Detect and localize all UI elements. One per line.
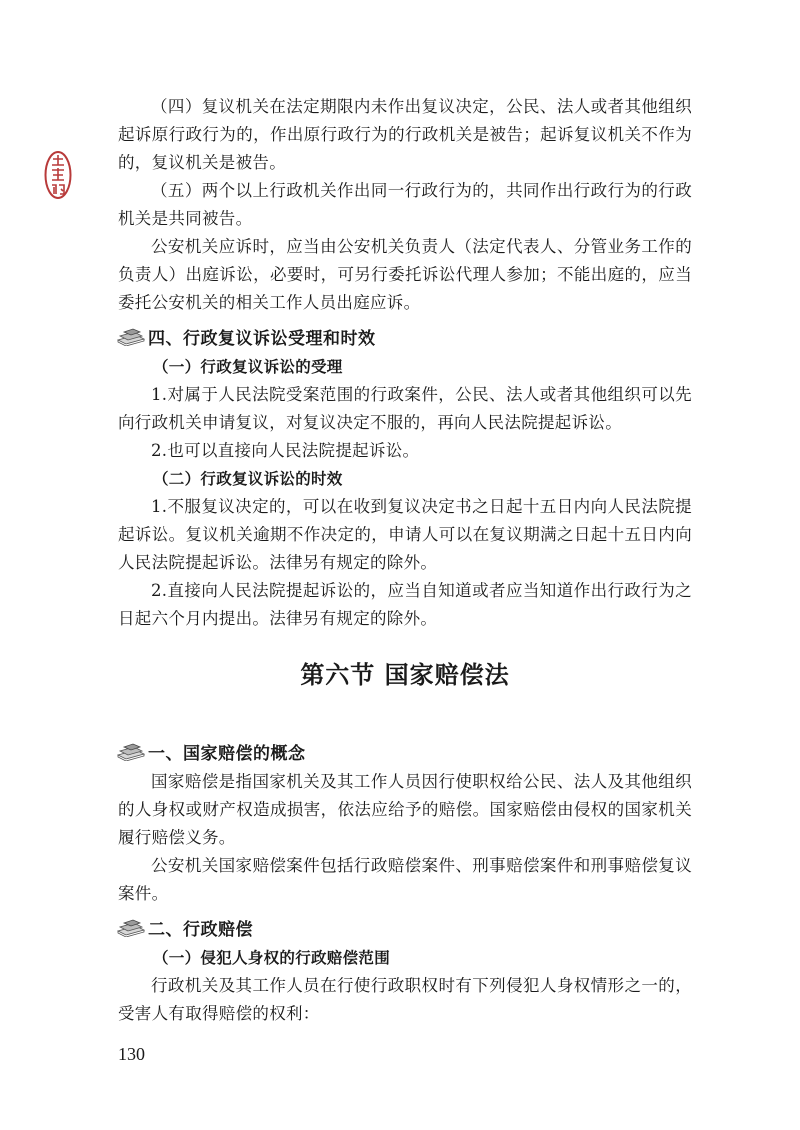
paragraph: 公安机关应诉时，应当由公安机关负责人（法定代表人、分管业务工作的负责人）出庭诉讼，必要时，可另行委托诉讼代理人参加；不能出庭的，应当委托公安机关的相关工作人员出庭应诉。 [118,237,692,312]
page-number: 130 [118,1044,145,1064]
chapter-title: 第六节 国家赔偿法 [300,661,510,689]
paragraph: 2.直接向人民法院提起诉讼的，应当自知道或者应当知道作出行政行为之日起六个月内提出。法律另有规定的除外。 [118,581,692,628]
section-heading-text: 一、国家赔偿的概念 [148,743,306,764]
book-stack-icon [116,326,146,346]
paragraph: （五）两个以上行政机关作出同一行政行为的，共同作出行政行为的行政机关是共同被告。 [118,181,692,228]
subsection-heading: （一）行政复议诉讼的受理 [153,358,343,376]
paragraph: 公安机关国家赔偿案件包括行政赔偿案件、刑事赔偿案件和刑事赔偿复议案件。 [118,856,692,903]
seal-stamp-icon [44,150,72,200]
paragraph: 1.对属于人民法院受案范围的行政案件，公民、法人或者其他组织可以先向行政机关申请复议，对复议决定不服的，再向人民法院提起诉讼。 [118,385,692,432]
page-content [118,93,692,1028]
section-heading-text: 二、行政赔偿 [148,919,253,940]
paragraph: 国家赔偿是指国家机关及其工作人员因行使职权给公民、法人及其他组织的人身权或财产权造成损害，依法应给予的赔偿。国家赔偿由侵权的国家机关履行赔偿义务。 [118,772,692,847]
paragraph: 行政机关及其工作人员在行使行政职权时有下列侵犯人身权情形之一的，受害人有取得赔偿的权利： [118,976,692,1023]
section-heading [118,734,692,768]
section-heading [118,910,692,944]
paragraph: 1.不服复议决定的，可以在收到复议决定书之日起十五日内向人民法院提起诉讼。复议机关逾期不作决定的，申请人可以在复议期满之日起十五日内向人民法院提起诉讼。法律另有规定的除外。 [118,497,692,572]
subsection-heading: （二）行政复议诉讼的时效 [153,470,343,488]
subsection-heading: （一）侵犯人身权的行政赔偿范围 [153,949,391,967]
book-stack-icon [116,741,146,761]
section-heading-text: 四、行政复议诉讼受理和时效 [148,328,376,349]
section-heading [118,319,692,353]
book-stack-icon [116,917,146,937]
paragraph: （四）复议机关在法定期限内未作出复议决定，公民、法人或者其他组织起诉原行政行为的，作出原行政行为的行政机关是被告；起诉复议机关不作为的，复议机关是被告。 [118,97,692,172]
paragraph: 2.也可以直接向人民法院提起诉讼。 [151,441,420,460]
